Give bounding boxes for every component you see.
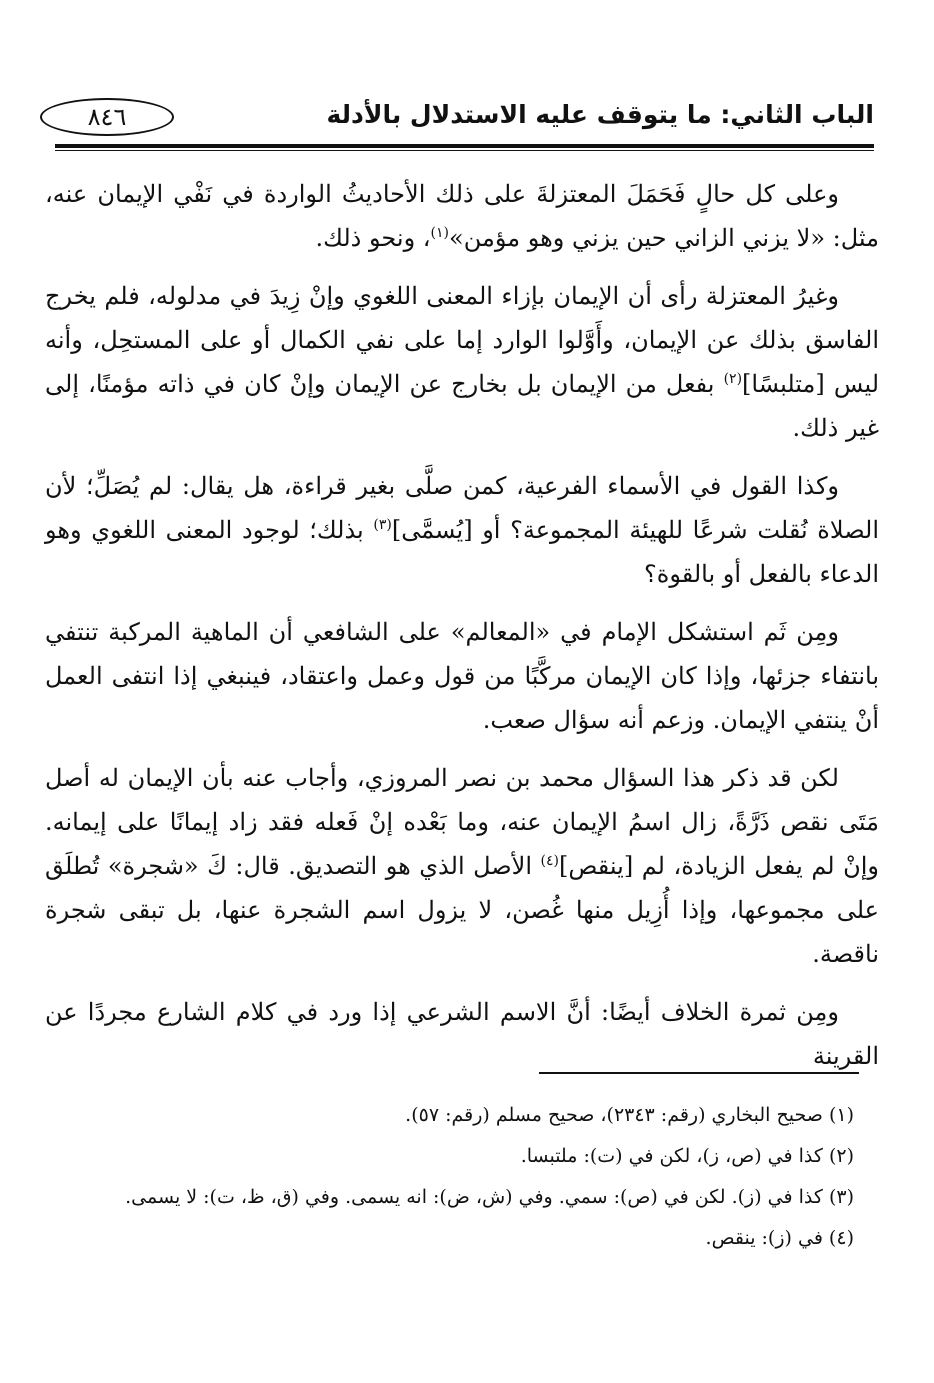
header-rule-thin — [55, 150, 874, 151]
paragraph: لكن قد ذكر هذا السؤال محمد بن نصر المروزي، وأجاب عنه بأن الإيمان له أصل مَتَى نقص ذَرَّةً، زال اسمُ الإيمان عنه، وما بَعْده إنْ فَعله فقد زاد إيمانًا على إيمانه. وإنْ لم يفعل الزيادة، لم [ينقص]$^{(٤)}$ الأصل الذي هو التصديق. قال: كَ «شجرة» تُطلَق على مجموعها، وإذا أُزِيل منها غُصن، لا يزول اسم الشجرة عنها، بل تبقى شجرة ناقصة. — [45, 764, 879, 968]
footnote-separator — [539, 1072, 859, 1074]
chapter-title: الباب الثاني: ما يتوقف عليه الاستدلال بالأدلة — [326, 100, 874, 129]
paragraph: وغيرُ المعتزلة رأى أن الإيمان بإزاء المعنى اللغوي وإنْ زِيدَ في مدلوله، فلم يخرج الفاسق بذلك عن الإيمان، وأَوَّلوا الوارد إما على نفي الكمال أو على المستحِل، وأنه ليس [متلبسًا]$^{(٢)}$ بفعل من الإيمان بل بخارج عن الإيمان وإنْ كان في ذاته مؤمنًا، إلى غير ذلك. — [45, 282, 880, 442]
main-text — [45, 172, 879, 1092]
paragraph: ومِن ثَم استشكل الإمام في «المعالم» على الشافعي أن الماهية المركبة تنتفي بانتفاء جزئها، وإذا كان الإيمان مركَّبًا من قول وعمل واعتقاد، فينبغي إذا انتفى العمل أنْ ينتفي الإيمان. وزعم أنه سؤال صعب. — [45, 618, 880, 734]
footnote-3: (٣) كذا في (ز). لكن في (ص): سمي. وفي (ش، ض): انه يسمى. وفي (ق، ظ، ت): لا يسمى. — [125, 1186, 854, 1208]
footnote-1: (١) صحيح البخاري (رقم: ٢٣٤٣)، صحيح مسلم (رقم: ٥٧). — [405, 1104, 854, 1126]
paragraph: وكذا القول في الأسماء الفرعية، كمن صلَّى بغير قراءة، هل يقال: لم يُصَلِّ؛ لأن الصلاة نُقلت شرعًا للهيئة المجموعة؟ أو [يُسمَّى]$^{(٣)}$ بذلك؛ لوجود المعنى اللغوي وهو الدعاء بالفعل أو بالقوة؟ — [45, 472, 879, 588]
footnote-ref: (٢) — [723, 371, 743, 387]
page-number-badge: ٨٤٦ — [40, 98, 174, 136]
footnote-4: (٤) في (ز): ينقص. — [705, 1227, 854, 1249]
footnote-ref: (٣) — [373, 517, 392, 533]
footnotes — [45, 1095, 854, 1259]
header-rule — [55, 144, 874, 148]
paragraph: وعلى كل حالٍ فَحَمَلَ المعتزلةَ على ذلك الأحاديثُ الواردة في نَفْي الإيمان عنه، مثل: «لا يزني الزاني حين يزني وهو مؤمن»$^{(١)}$، ونحو ذلك. — [45, 180, 879, 252]
footnote-ref: (٤) — [540, 853, 560, 869]
paragraph: ومِن ثمرة الخلاف أيضًا: أنَّ الاسم الشرعي إذا ورد في كلام الشارع مجردًا عن القرينة — [45, 998, 879, 1070]
page-header — [40, 92, 874, 142]
footnote-2: (٢) كذا في (ص، ز)، لكن في (ت): ملتبسا. — [520, 1145, 854, 1167]
footnote-ref: (١) — [430, 225, 450, 241]
